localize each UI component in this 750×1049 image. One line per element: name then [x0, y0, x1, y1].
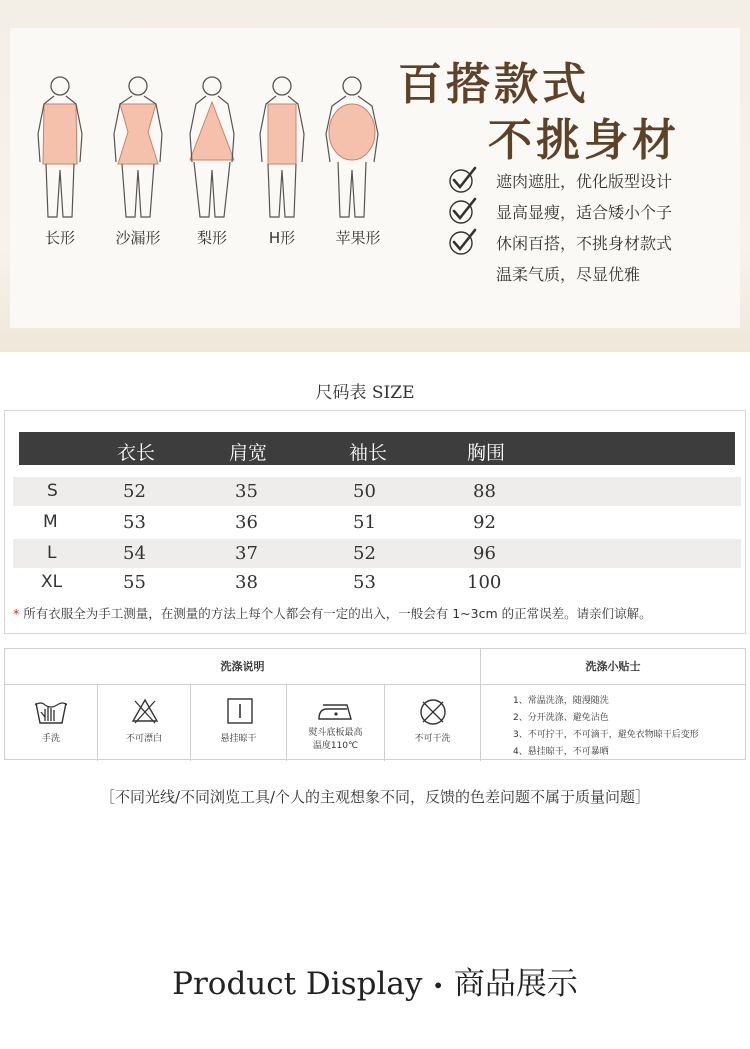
- column-header: 袖长: [349, 442, 388, 464]
- table-cell: 35: [235, 481, 258, 502]
- table-cell: 92: [473, 512, 496, 533]
- size-cell: S: [47, 481, 58, 501]
- feature-text: 遮肉遮肚，优化版型设计: [496, 172, 673, 191]
- size-cell: XL: [41, 572, 63, 592]
- wash-symbol-label: 温度110℃: [312, 741, 359, 751]
- h-body-icon: [252, 72, 312, 222]
- wash-symbol-label: 悬挂晾干: [220, 734, 257, 744]
- table-cell: 53: [123, 512, 146, 533]
- table-cell: 50: [353, 481, 376, 502]
- size-table-header: [19, 432, 735, 465]
- no-bleach-icon: [131, 697, 159, 725]
- table-cell: 100: [467, 572, 502, 593]
- washing-tips: [513, 693, 745, 761]
- headline-line2: 不挑身材: [488, 115, 680, 166]
- note-text: 所有衣服全为手工测量，在测量的方法上每个人都会有一定的出入，一般会有 1~3cm 的正常误差。请亲们谅解。: [23, 606, 652, 621]
- body-type-label: 沙漏形: [115, 229, 161, 247]
- check-circle-icon: [448, 228, 478, 256]
- product-display-english: Product Display: [172, 966, 423, 1002]
- table-row: [13, 477, 741, 506]
- title-bullet: •: [432, 973, 445, 998]
- feature-list: [448, 166, 738, 290]
- feature-text: 温柔气质，尽显优雅: [496, 265, 641, 284]
- wash-symbol-label: 不可漂白: [125, 734, 162, 744]
- feature-text: 显高显瘦，适合矮小个子: [496, 203, 673, 222]
- table-cell: 88: [473, 481, 496, 502]
- table-cell: 37: [235, 543, 258, 564]
- product-display-title: [0, 958, 750, 1003]
- table-cell: 52: [123, 481, 146, 502]
- check-circle-icon: [448, 166, 478, 194]
- washing-instructions: [4, 648, 746, 760]
- wash-symbol-cell: [287, 685, 385, 761]
- washing-tips-title: 洗涤小贴士: [481, 649, 745, 685]
- feature-text: 休闲百搭，不挑身材款式: [496, 234, 673, 253]
- washing-title: 洗涤说明: [5, 649, 480, 685]
- wash-symbol-cell: [191, 685, 287, 761]
- headline-line1: 百搭款式: [398, 59, 590, 110]
- product-display-chinese: 商品展示: [453, 966, 578, 1002]
- body-type-label: 梨形: [196, 229, 227, 247]
- table-cell: 38: [235, 572, 258, 593]
- tip-item: 1、常温洗涤，随漫随洗: [513, 696, 609, 706]
- size-table: [4, 410, 746, 634]
- wash-symbol-label: 手洗: [41, 734, 60, 744]
- hand-wash-icon: [33, 697, 69, 727]
- rectangle-body-icon: [30, 72, 90, 222]
- color-disclaimer: ［不同光线/不同浏览工具/个人的主观想象不同，反馈的色差问题不属于质量问题］: [99, 788, 651, 806]
- feature-item: [448, 259, 738, 290]
- body-type-label: H形: [268, 229, 296, 247]
- wash-divider: [480, 649, 481, 761]
- feature-item: [448, 228, 738, 259]
- body-type-banner: [0, 0, 750, 352]
- table-cell: 36: [235, 512, 258, 533]
- tip-item: 3、不可拧干，不可滴干，避免衣物晾干后变形: [513, 730, 699, 740]
- size-cell: L: [47, 543, 57, 563]
- tip-item: 2、分开洗涤、避免沾色: [513, 713, 609, 723]
- body-type-figures: [30, 72, 381, 262]
- feature-item: [448, 166, 738, 197]
- feature-item: [448, 197, 738, 228]
- body-type-label: 长形: [44, 229, 75, 247]
- size-table-title: 尺码表 SIZE: [315, 383, 415, 403]
- table-cell: 53: [353, 572, 376, 593]
- column-header: 胸围: [467, 442, 506, 464]
- wash-symbol-cell: [98, 685, 191, 761]
- size-note: [13, 604, 652, 622]
- table-cell: 55: [123, 572, 146, 593]
- wash-symbol-cell: [5, 685, 98, 761]
- table-cell: 54: [123, 543, 146, 564]
- hourglass-body-icon: [108, 72, 168, 222]
- iron-icon: [317, 697, 355, 723]
- size-cell: M: [43, 512, 58, 532]
- wash-symbol-label: 熨斗底板最高: [308, 728, 363, 738]
- table-cell: 51: [353, 512, 376, 533]
- note-star: *: [13, 606, 20, 621]
- tip-item: 4、悬挂晾干，不可暴晒: [513, 747, 609, 757]
- column-header: 肩宽: [229, 442, 268, 464]
- wash-symbol-label: 不可干洗: [414, 734, 451, 744]
- hang-dry-icon: [226, 697, 254, 725]
- check-circle-icon: [448, 197, 478, 225]
- table-cell: 96: [473, 543, 496, 564]
- table-row: [13, 539, 741, 568]
- table-row: [13, 508, 741, 537]
- no-dry-clean-icon: [418, 697, 448, 727]
- body-type-label: 苹果形: [335, 229, 381, 247]
- wash-symbol-cell: [385, 685, 480, 761]
- column-header: 衣长: [117, 442, 156, 464]
- table-row: [13, 568, 741, 597]
- table-cell: 52: [353, 543, 376, 564]
- apple-body-icon: [322, 72, 382, 222]
- pear-body-icon: [182, 72, 242, 222]
